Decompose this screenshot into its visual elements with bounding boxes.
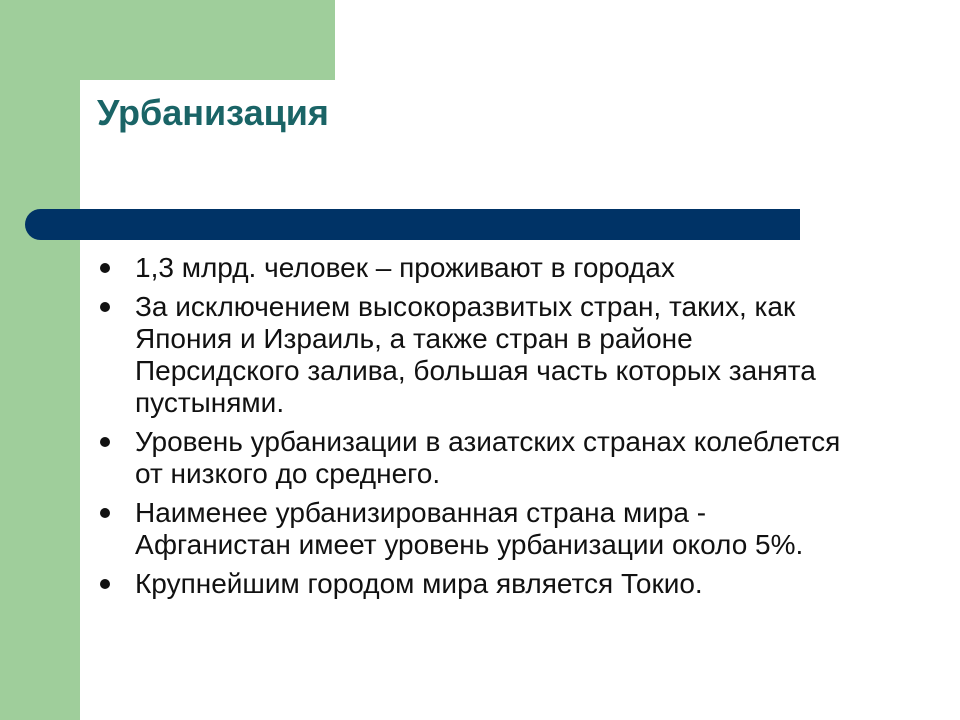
bullet-item [97,252,857,284]
bullet-dot-icon [100,508,110,518]
title-divider-bar [25,209,800,240]
bullet-item [97,291,857,419]
bullet-item [97,568,857,600]
bullet-item [97,426,857,490]
bullet-item [97,497,857,561]
bullet-text: Уровень урбанизации в азиатских странах колеблется от низкого до среднего. [135,426,841,489]
bullet-dot-icon [100,302,110,312]
bullet-text: Крупнейшим городом мира является Токио. [135,568,703,599]
bullet-list [97,252,857,607]
green-top-band [0,0,335,80]
bullet-text: Наименее урбанизированная страна мира - Афганистан имеет уровень урбанизации около 5%. [135,497,804,560]
slide-title: Урбанизация [97,92,329,133]
bullet-dot-icon [100,579,110,589]
bullet-dot-icon [100,437,110,447]
green-side-band [0,0,80,720]
bullet-dot-icon [100,263,110,273]
bullet-text: 1,3 млрд. человек – проживают в городах [135,252,675,283]
bullet-text: За исключением высокоразвитых стран, таких, как Япония и Израиль, а также стран в районе Персидского залива, большая часть которых занята пустынями. [135,291,816,418]
